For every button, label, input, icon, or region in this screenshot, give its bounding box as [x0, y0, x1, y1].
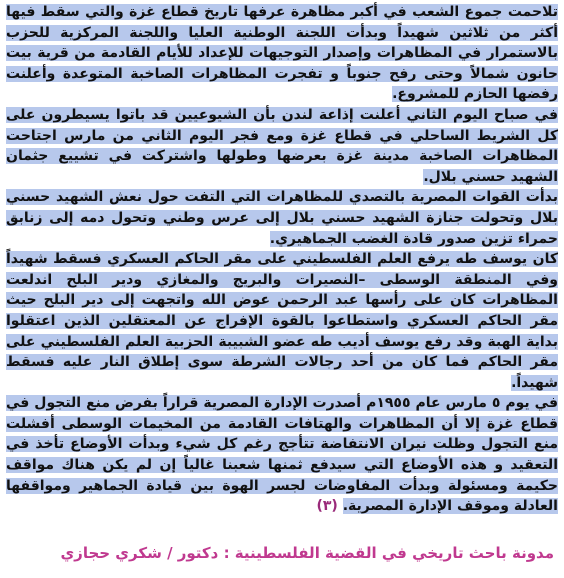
paragraph-2-text: في صباح اليوم الثاني أعلنت إذاعة لندن بأن الشيوعيين قد باتوا يسيطرون على كل الشريط الساحلي في قطاع غزة ومع فجر اليوم الثاني من مارس اجتاحت المظاهرات الصاخبة مدينة غزة بعرضها وطولها واشتركت في تشييع جثمان الشهيد حسني بلال.: [6, 106, 558, 185]
paragraph-5-text: في يوم ٥ مارس عام ١٩٥٥م أصدرت الإدارة المصرية قراراً بفرض منع التجول في قطاع غزة إلا أن المظاهرات والهتافات القادمة من المخيمات الوسطى أفشلت منع التجول وظلت نيران الانتفاضة تتأجج رغم كل شيء وبدأت الأوضاع تأخذ في التعقيد و هذه الأوضاع التي سيدفع ثمنها شعبنا غالياً إن لم يكن هناك مواقف حكيمة ومسئولة وبدأت المفاوضات لجسر الهوة بين قيادة الجماهير ومواقفها العادلة وموقف الإدارة المصرية.: [6, 395, 558, 515]
paragraph-2: [6, 105, 558, 187]
paragraph-5: [6, 393, 558, 517]
paragraph-3: [6, 187, 558, 249]
paragraph-1: [6, 2, 558, 105]
blog-signature: مدونة باحث تاريخي في القضية الفلسطينية : دكتور / شكري حجازي: [60, 544, 554, 562]
paragraph-1-text: تلاحمت جموع الشعب في أكبر مظاهرة عرفها تاريخ قطاع غزة والتي سقط فيها أكثر من ثلاثين شهيداً وبدأت اللجنة الوطنية العليا واللجنة المركزية للحزب بالاستمرار في المظاهرات وإصدار التوجيهات للإعداد للأيام القادمة من قرية بيت حانون شمالاً وحتى رفح جنوباً و تفجرت المظاهرات الصاخبة المتوعدة وأعلنت رفضها الحازم للمشروع.: [6, 4, 558, 103]
paragraph-4-text: كان يوسف طه يرفع العلم الفلسطيني على مقر الحاكم العسكري فسقط شهيداً وفي المنطقة الوسطى –النصيرات والبريج والمغازي ودير البلح اندلعت المظاهرات كان على رأسها عبد الرحمن عوض الله واتجهت إلى دير البلح حيث مقر الحاكم العسكري واستطاعوا بالقوة الإفراج عن المعتقلين الذين اعتقلوا بداية الهبة وقد رفع يوسف أديب طه عضو الشبيبة الحزبية العلم الفلسطيني على مقر الحاكم فما كان من أحد رجالات الشرطة سوى إطلاق النار عليه فسقط شهيداً.: [6, 251, 558, 391]
reference-marker: (٣): [316, 498, 338, 515]
paragraph-3-text: بدأت القوات المصرية بالتصدي للمظاهرات التي التفت حول نعش الشهيد حسني بلال وتحولت جنازة الشهيد حسني بلال إلى عرس وطني وتحول دمه إلى زنابق حمراء تزين صدور قادة الغضب الجماهيري.: [6, 189, 558, 247]
article-body: [6, 2, 558, 517]
paragraph-4: [6, 249, 558, 393]
